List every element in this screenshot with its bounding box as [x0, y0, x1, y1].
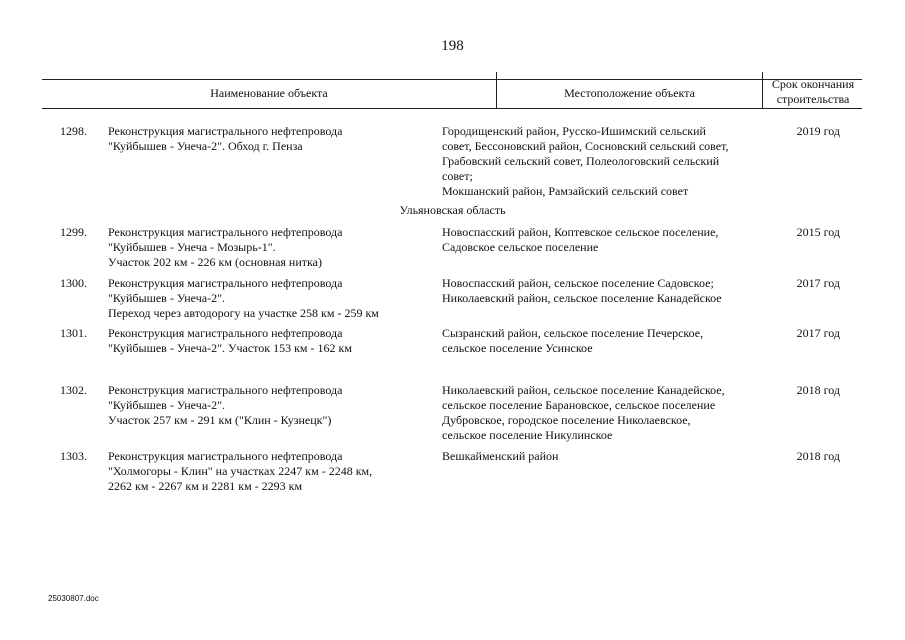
- row-number: 1301.: [60, 326, 87, 340]
- row-term: 2019 год: [796, 124, 840, 138]
- row-object-name: Реконструкция магистрального нефтепровода "Куйбышев - Унеча-2". Переход через автодорогу на участке 258 км - 259 км: [108, 276, 379, 320]
- column-header-term: [763, 77, 863, 107]
- row-term: 2017 год: [796, 276, 840, 290]
- row-number: 1299.: [60, 225, 87, 239]
- row-number: 1302.: [60, 383, 87, 397]
- column-header-location: Местоположение объекта: [564, 86, 695, 100]
- row-location: Новоспасский район, Коптевское сельское поселение, Садовское сельское поселение: [442, 225, 719, 254]
- row-location: Новоспасский район, сельское поселение Садовское; Николаевский район, сельское поселение Канадейское: [442, 276, 722, 305]
- table-top-rule: [42, 79, 862, 80]
- column-header-term-line1: Срок окончания: [771, 77, 855, 91]
- column-header-term-line2: строительства: [776, 92, 850, 106]
- row-term: 2015 год: [796, 225, 840, 239]
- row-location: Вешкайменский район: [442, 449, 559, 463]
- row-object-name: Реконструкция магистрального нефтепровода "Холмогоры - Клин" на участках 2247 км - 2248 км, 2262 км - 2267 км и 2281 км - 2293 км: [108, 449, 373, 493]
- row-object-name: Реконструкция магистрального нефтепровода "Куйбышев - Унеча-2". Участок 153 км - 162 км: [108, 326, 352, 355]
- row-term: 2017 год: [796, 326, 840, 340]
- row-number: 1303.: [60, 449, 87, 463]
- row-location: Городищенский район, Русско-Ишимский сельский совет, Бессоновский район, Сосновский сельский совет, Грабовский сельский совет, Полеологовский сельский совет; Мокшанский район, Рамзайский сельский совет: [442, 124, 729, 198]
- page-number: 198: [441, 38, 464, 54]
- row-term: 2018 год: [796, 383, 840, 397]
- column-header-name: Наименование объекта: [210, 86, 328, 100]
- row-number: 1300.: [60, 276, 87, 290]
- row-number: 1298.: [60, 124, 87, 138]
- row-object-name: Реконструкция магистрального нефтепровода "Куйбышев - Унеча - Мозырь-1". Участок 202 км - 226 км (основная нитка): [108, 225, 343, 269]
- row-object-name: Реконструкция магистрального нефтепровода "Куйбышев - Унеча-2". Обход г. Пенза: [108, 124, 343, 153]
- document-filename: 25030807.doc: [48, 594, 99, 603]
- region-heading: Ульяновская область: [399, 203, 506, 217]
- row-location: Сызранский район, сельское поселение Печерское, сельское поселение Усинское: [442, 326, 704, 355]
- row-object-name: Реконструкция магистрального нефтепровода "Куйбышев - Унеча-2". Участок 257 км - 291 км ("Клин - Кузнецк"): [108, 383, 343, 427]
- row-location: Николаевский район, сельское поселение Канадейское, сельское поселение Барановское, сельское поселение Дубровское, городское поселение Николаевское, сельское поселение Никулинское: [442, 383, 725, 442]
- row-term: 2018 год: [796, 449, 840, 463]
- table-header-rule: [42, 108, 862, 109]
